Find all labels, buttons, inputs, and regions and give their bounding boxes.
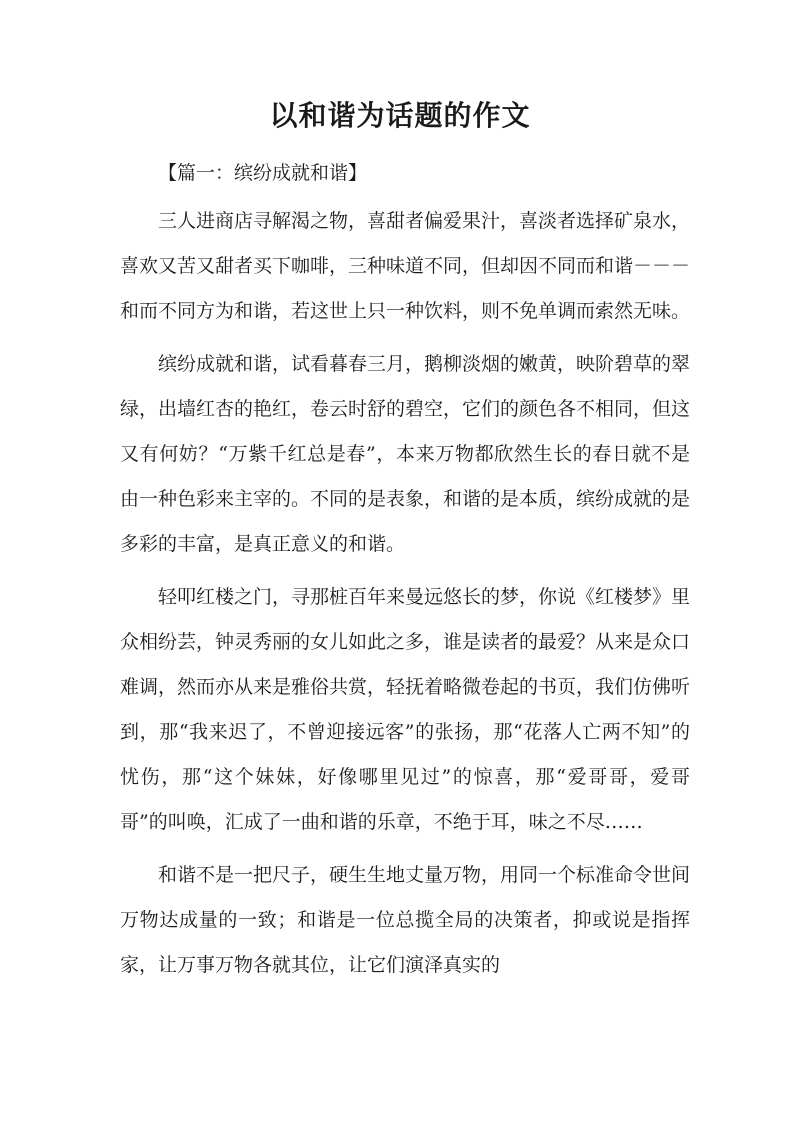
paragraph-3: 轻叩红楼之门，寻那桩百年来曼远悠长的梦，你说《红楼梦》里众相纷芸，钟灵秀丽的女儿如此之多，谁是读者的最爱？从来是众口难调，然而亦从来是雅俗共赏，轻抚着略微卷起的书页，我们仿佛听到，那“我来迟了，不曾迎接远客”的张扬，那“花落人亡两不知”的忧伤，那“这个妹妹，好像哪里见过”的惊喜，那“爱哥哥，爱哥哥”的叫唤，汇成了一曲和谐的乐章，不绝于耳，味之不尽…… bbox=[120, 586, 691, 833]
paragraph-2: 缤纷成就和谐，试看暮春三月，鹅柳淡烟的嫩黄，映阶碧草的翠绿，出墙红杏的艳红，卷云时舒的碧空，它们的颜色各不相同，但这又有何妨？“万紫千红总是春”，本来万物都欣然生长的春日就不是由一种色彩来主宰的。不同的是表象，和谐的是本质，缤纷成就的是多彩的丰富，是真正意义的和谐。 bbox=[120, 353, 691, 555]
section-heading: 【篇一：缤纷成就和谐】 bbox=[158, 162, 368, 184]
paragraph-4: 和谐不是一把尺子，硬生生地丈量万物，用同一个标准命令世间万物达成量的一致；和谐是一位总揽全局的决策者，抑或说是指挥家，让万事万物各就其位，让它们演泽真实的 bbox=[120, 864, 691, 976]
paragraph-1: 三人进商店寻解渴之物，喜甜者偏爱果汁，喜淡者选择矿泉水，喜欢又苦又甜者买下咖啡，三种味道不同，但却因不同而和谐－－－和而不同方为和谐，若这世上只一种饮料，则不免单调而索然无味。 bbox=[120, 210, 691, 322]
essay-body bbox=[120, 199, 690, 996]
document-title: 以和谐为话题的作文 bbox=[269, 99, 531, 132]
